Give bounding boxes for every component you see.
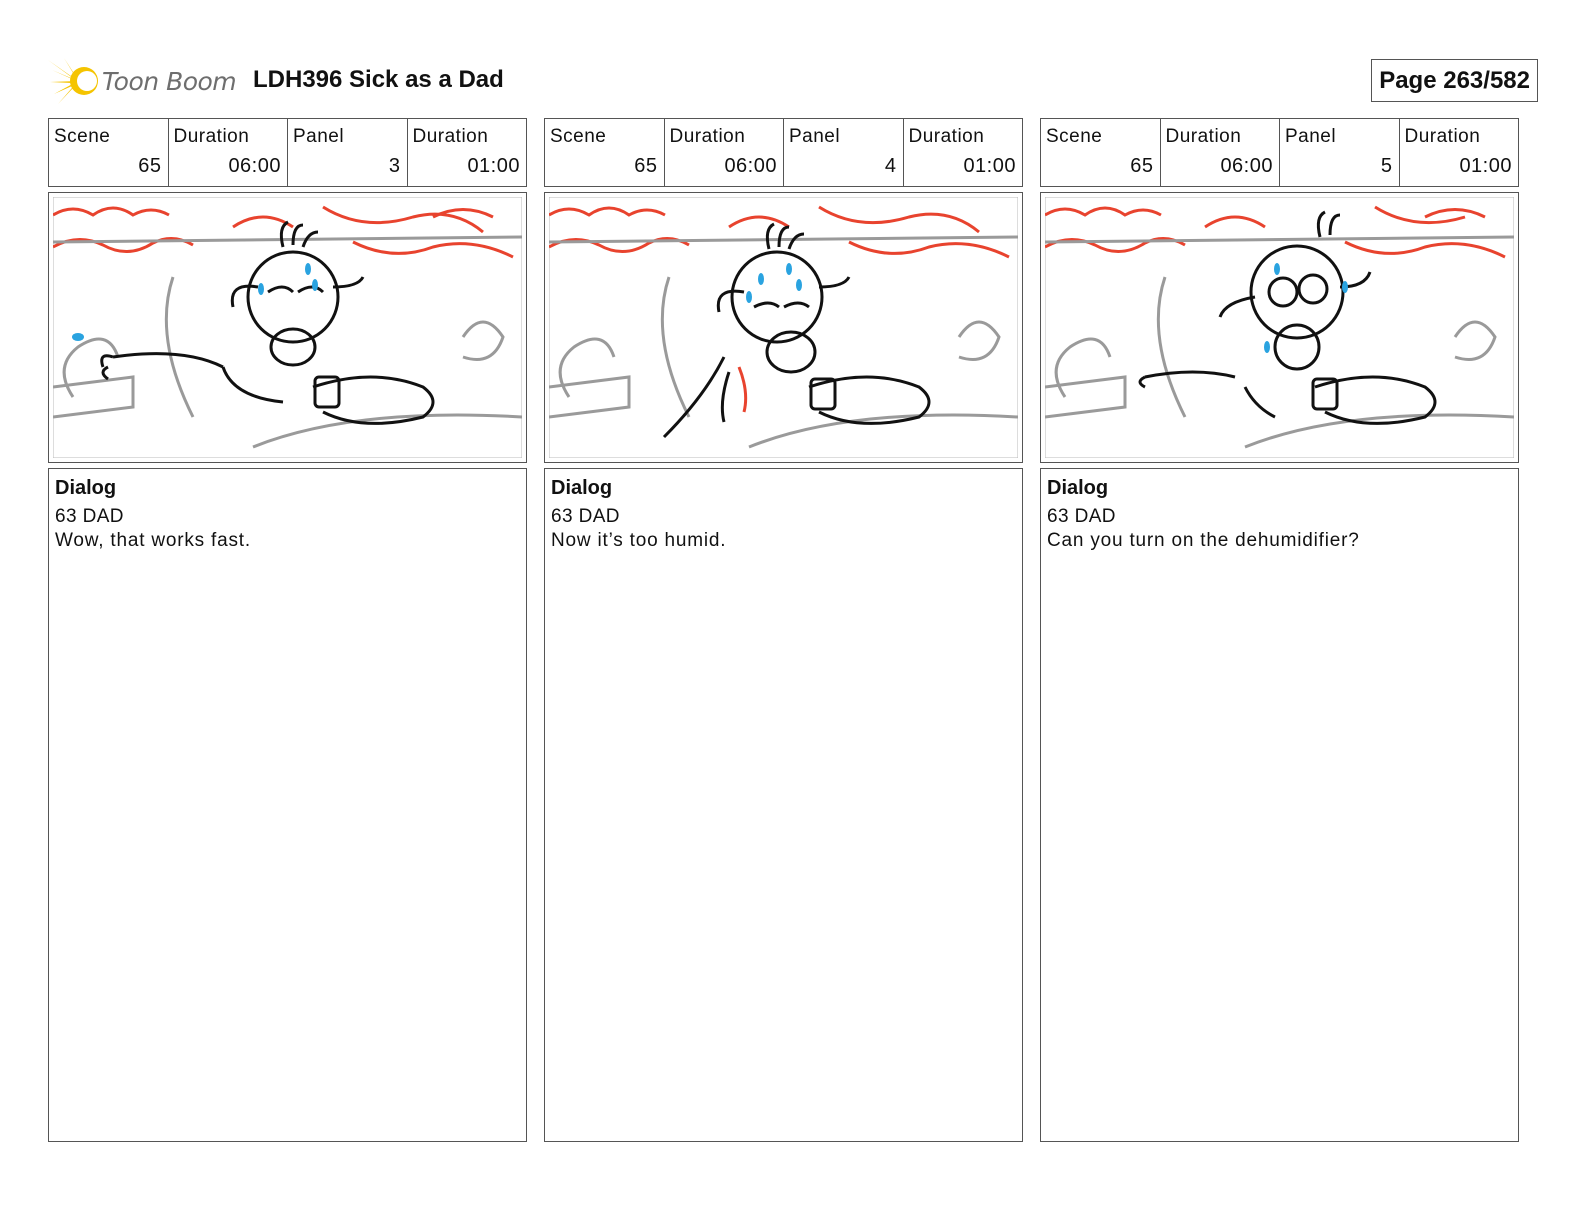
page-number: Page 263/582 (1371, 59, 1538, 102)
storyboard-panel-1 (48, 118, 527, 551)
panel-drawing-frame (1040, 192, 1519, 463)
scene-label: Scene (1046, 126, 1103, 147)
scene-label: Scene (54, 126, 111, 147)
scene-value: 65 (634, 155, 658, 177)
panel-cell (1280, 119, 1400, 186)
panel-info-row (48, 118, 527, 187)
dad-sketch-drawing (1045, 197, 1514, 458)
starburst-logo-icon (48, 56, 100, 106)
scene-duration-value: 06:00 (228, 155, 281, 177)
scene-duration-value: 06:00 (1220, 155, 1273, 177)
panel-drawing-frame (48, 192, 527, 463)
page-header (48, 52, 1538, 108)
scene-duration-label: Duration (173, 126, 250, 147)
panel-value: 3 (388, 155, 401, 177)
panel-info-row (1040, 118, 1519, 187)
scene-duration-label: Duration (1165, 126, 1242, 147)
dialog-line: Wow, that works fast. (55, 530, 251, 551)
panel-label: Panel (789, 126, 841, 147)
dialog-box (544, 468, 1023, 1142)
panel-duration-value: 01:00 (467, 155, 520, 177)
dialog-box (1040, 468, 1519, 1142)
scene-label: Scene (550, 126, 607, 147)
toon-boom-logo (48, 56, 236, 106)
dialog-line: Now it’s too humid. (551, 530, 727, 551)
panel-label: Panel (1285, 126, 1337, 147)
panel-duration-label: Duration (412, 126, 489, 147)
scene-cell (1041, 119, 1161, 186)
dialog-speaker: 63 DAD (55, 506, 124, 527)
scene-duration-cell (169, 119, 289, 186)
scene-duration-cell (1161, 119, 1281, 186)
dialog-heading: Dialog (1047, 477, 1109, 499)
panel-value: 4 (884, 155, 897, 177)
panel-drawing-frame (544, 192, 1023, 463)
panel-cell (288, 119, 408, 186)
panel-duration-value: 01:00 (1459, 155, 1512, 177)
panel-info-row (544, 118, 1023, 187)
scene-duration-label: Duration (669, 126, 746, 147)
scene-value: 65 (1130, 155, 1154, 177)
dialog-speaker: 63 DAD (1047, 506, 1116, 527)
storyboard-panel-3 (1040, 118, 1519, 551)
scene-cell (49, 119, 169, 186)
panel-label: Panel (293, 126, 345, 147)
logo-text: Toon Boom (102, 66, 237, 96)
scene-cell (545, 119, 665, 186)
dialog-line: Can you turn on the dehumidifier? (1047, 530, 1360, 551)
panel-duration-cell (904, 119, 1023, 186)
panel-cell (784, 119, 904, 186)
dialog-heading: Dialog (55, 477, 117, 499)
panel-duration-value: 01:00 (963, 155, 1016, 177)
panel-duration-cell (1400, 119, 1519, 186)
dialog-heading: Dialog (551, 477, 613, 499)
dad-sketch-drawing (549, 197, 1018, 458)
panel-duration-label: Duration (908, 126, 985, 147)
document-title: LDH396 Sick as a Dad (253, 66, 504, 93)
scene-duration-value: 06:00 (724, 155, 777, 177)
scene-value: 65 (138, 155, 162, 177)
panel-duration-label: Duration (1404, 126, 1481, 147)
storyboard-panel-2 (544, 118, 1023, 551)
dialog-speaker: 63 DAD (551, 506, 620, 527)
panel-duration-cell (408, 119, 527, 186)
panel-value: 5 (1380, 155, 1393, 177)
dialog-box (48, 468, 527, 1142)
dad-sketch-drawing (53, 197, 522, 458)
scene-duration-cell (665, 119, 785, 186)
